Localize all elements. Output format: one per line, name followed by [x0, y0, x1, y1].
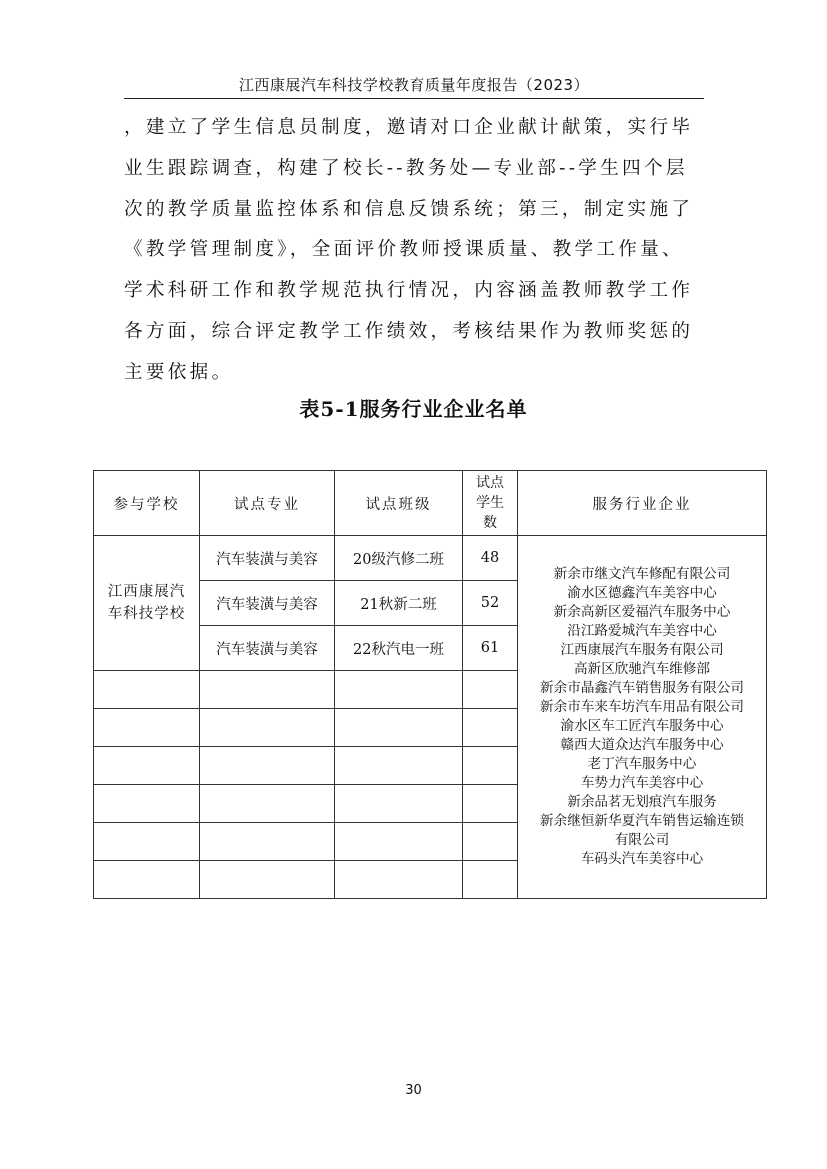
empty-cell [463, 709, 518, 747]
count-cell: 52 [463, 581, 518, 626]
header-class: 试点班级 [335, 471, 463, 536]
school-name-line: 车科技学校 [107, 606, 186, 622]
empty-cell [335, 785, 463, 823]
empty-cell [335, 747, 463, 785]
enterprise-item: 老丁汽车服务中心 [587, 756, 697, 772]
empty-cell [200, 747, 335, 785]
empty-cell [94, 861, 200, 899]
school-name-line: 江西康展汽 [107, 584, 186, 600]
empty-cell [335, 823, 463, 861]
table-caption: 表5-1服务行业企业名单 [299, 397, 528, 421]
empty-cell [94, 671, 200, 709]
body-line: 学术科研工作和教学规范执行情况，内容涵盖教师教学工作 [124, 280, 694, 302]
service-enterprise-table [93, 470, 767, 899]
header-enterprise: 服务行业企业 [518, 471, 767, 536]
page-number: 30 [405, 1083, 422, 1098]
body-line: 主要依据。 [124, 361, 234, 383]
header-count-line: 试点 [476, 475, 504, 491]
enterprise-item: 渝水区德鑫汽车美容中心 [567, 585, 717, 601]
empty-cell [94, 747, 200, 785]
enterprise-item: 高新区欣驰汽车维修部 [574, 661, 710, 677]
table-header-row [94, 471, 767, 536]
major-cell: 汽车装潢与美容 [200, 581, 335, 626]
empty-cell [94, 709, 200, 747]
count-cell: 48 [463, 536, 518, 581]
enterprise-item: 赣西大道众达汽车服务中心 [560, 737, 724, 753]
enterprise-item: 新余市车来车坊汽车用品有限公司 [540, 699, 744, 715]
enterprise-item: 新余高新区爱福汽车服务中心 [553, 604, 731, 620]
empty-cell [94, 785, 200, 823]
school-cell [94, 536, 200, 671]
count-cell: 61 [463, 626, 518, 671]
empty-cell [335, 671, 463, 709]
class-cell: 20级汽修二班 [335, 536, 463, 581]
enterprise-item: 车势力汽车美容中心 [580, 775, 704, 791]
body-paragraph [124, 108, 706, 394]
body-line: 次的教学质量监控体系和信息反馈系统；第三，制定实施了 [124, 198, 694, 220]
enterprise-item: 新余继恒新华夏汽车销售运输连锁 [540, 813, 744, 829]
enterprise-cell [518, 536, 767, 899]
major-cell: 汽车装潢与美容 [200, 536, 335, 581]
body-line: 各方面，综合评定教学工作绩效，考核结果作为教师奖惩的 [124, 320, 694, 342]
enterprise-item: 江西康展汽车服务有限公司 [560, 642, 724, 658]
class-cell: 22秋汽电一班 [335, 626, 463, 671]
enterprise-list [518, 565, 766, 869]
enterprise-item: 新余市晶鑫汽车销售服务有限公司 [540, 680, 744, 696]
empty-cell [200, 823, 335, 861]
enterprise-item: 车码头汽车美容中心 [580, 851, 704, 867]
empty-cell [463, 671, 518, 709]
report-header-title: 江西康展汽车科技学校教育质量年度报告（2023） [238, 76, 590, 94]
enterprise-item: 新余市继文汽车修配有限公司 [553, 566, 731, 582]
header-major: 试点专业 [200, 471, 335, 536]
enterprise-item: 渝水区车工匠汽车服务中心 [560, 718, 724, 734]
body-line: ，建立了学生信息员制度，邀请对口企业献计献策，实行毕 [124, 117, 694, 138]
major-cell: 汽车装潢与美容 [200, 626, 335, 671]
empty-cell [200, 709, 335, 747]
header-count-line: 学生 [476, 495, 504, 511]
empty-cell [463, 823, 518, 861]
empty-cell [463, 747, 518, 785]
enterprise-item: 新余品茗无划痕汽车服务 [567, 794, 717, 810]
empty-cell [94, 823, 200, 861]
empty-cell [200, 785, 335, 823]
enterprise-item: 有限公司 [614, 832, 670, 848]
empty-cell [463, 861, 518, 899]
enterprise-item: 沿江路爱城汽车美容中心 [567, 623, 717, 639]
empty-cell [200, 671, 335, 709]
empty-cell [335, 709, 463, 747]
header-school: 参与学校 [94, 471, 200, 536]
table-row [94, 536, 767, 581]
empty-cell [463, 785, 518, 823]
body-line: 业生跟踪调查，构建了校长--教务处—专业部--学生四个层 [124, 157, 688, 179]
empty-cell [200, 861, 335, 899]
body-line: 《教学管理制度》，全面评价教师授课质量、教学工作量、 [124, 239, 684, 261]
class-cell: 21秋新二班 [335, 581, 463, 626]
empty-cell [335, 861, 463, 899]
header-divider [124, 98, 704, 99]
header-student-count [463, 471, 518, 536]
header-count-line: 数 [483, 515, 497, 531]
